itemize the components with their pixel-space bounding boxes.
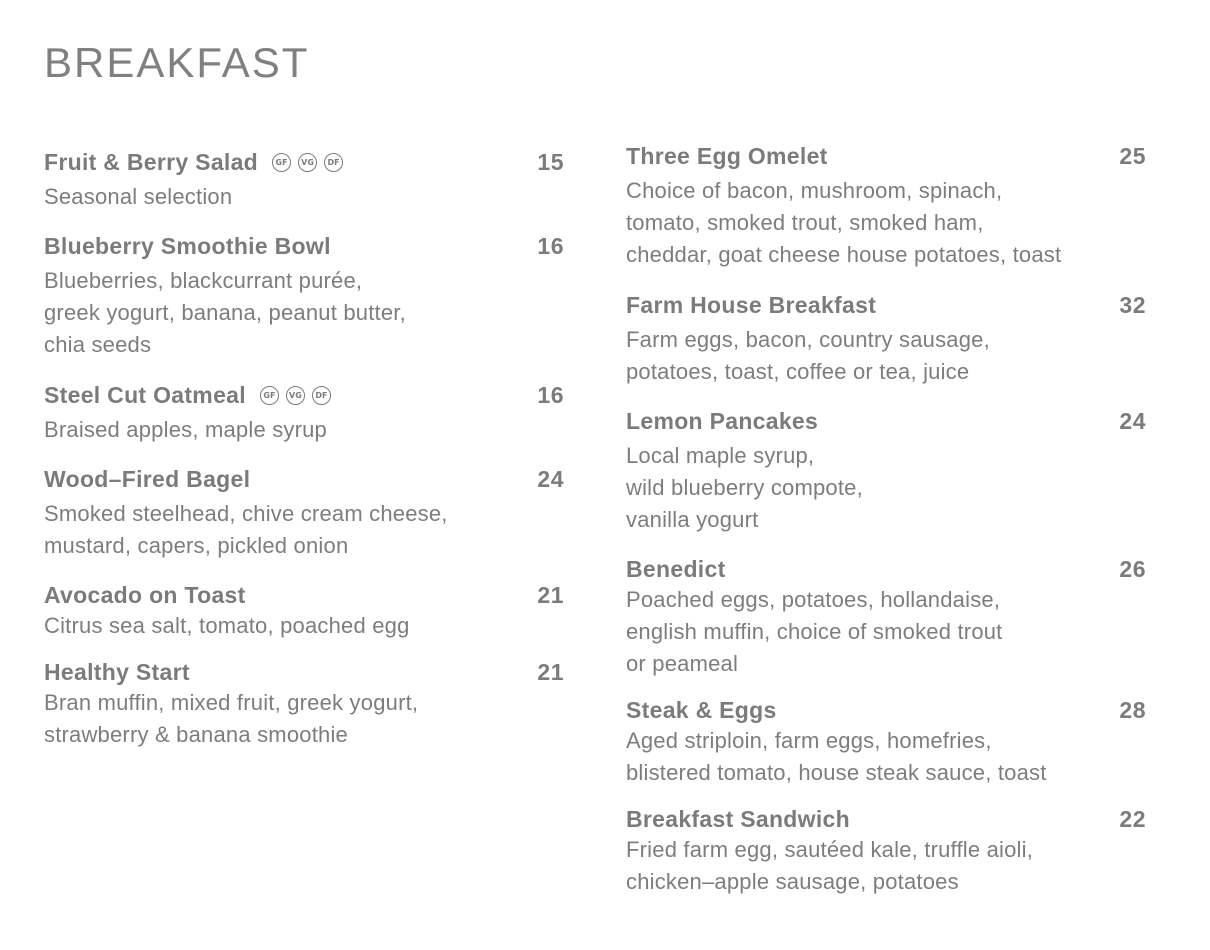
item-price: 22 [1119, 805, 1146, 832]
item-description: Aged striploin, farm eggs, homefries, blistered tomato, house steak sauce, toast [626, 728, 1047, 785]
item-name: Healthy Start [44, 658, 190, 685]
item-price: 26 [1119, 555, 1146, 582]
gluten-free-icon: GF [272, 153, 291, 172]
item-price: 24 [537, 465, 564, 492]
item-name: Lemon Pancakes [626, 407, 819, 434]
dairy-free-icon: DF [324, 153, 343, 172]
item-price: 16 [537, 381, 564, 408]
item-price: 24 [1119, 407, 1146, 434]
item-name: Breakfast Sandwich [626, 805, 850, 832]
menu-item-breakfast-sandwich [626, 804, 1146, 898]
item-price: 21 [537, 658, 564, 685]
vegan-icon: VG [298, 153, 317, 172]
item-price: 21 [537, 581, 564, 608]
item-description: Bran muffin, mixed fruit, greek yogurt, strawberry & banana smoothie [44, 690, 419, 747]
menu-item-lemon-pancakes [626, 406, 1146, 536]
item-price: 28 [1119, 696, 1146, 723]
item-description: Seasonal selection [44, 184, 233, 209]
item-description: Citrus sea salt, tomato, poached egg [44, 613, 410, 638]
item-name: Benedict [626, 555, 726, 582]
menu-item-blueberry-smoothie-bowl [44, 231, 564, 361]
item-name: Fruit & Berry Salad [44, 148, 259, 175]
item-description: Braised apples, maple syrup [44, 417, 327, 442]
item-price: 32 [1119, 291, 1146, 318]
item-description: Smoked steelhead, chive cream cheese, mustard, capers, pickled onion [44, 501, 448, 558]
item-price: 25 [1119, 142, 1146, 169]
menu-item-farm-house-breakfast [626, 290, 1146, 388]
menu-item-steel-cut-oatmeal [44, 380, 564, 446]
dietary-badges [272, 153, 343, 172]
page-title: BREAKFAST [44, 39, 310, 86]
item-description: Poached eggs, potatoes, hollandaise, english muffin, choice of smoked trout or peameal [626, 587, 1003, 676]
vegan-icon: VG [286, 386, 305, 405]
item-name: Blueberry Smoothie Bowl [44, 232, 331, 259]
item-description: Choice of bacon, mushroom, spinach, tomato, smoked trout, smoked ham, cheddar, goat cheese house potatoes, toast [626, 178, 1062, 267]
item-price: 16 [537, 232, 564, 259]
item-description: Local maple syrup, wild blueberry compote, vanilla yogurt [626, 443, 863, 532]
menu-item-benedict [626, 554, 1146, 680]
dairy-free-icon: DF [312, 386, 331, 405]
item-description: Fried farm egg, sautéed kale, truffle aioli, chicken–apple sausage, potatoes [626, 837, 1034, 894]
item-name: Steel Cut Oatmeal [44, 381, 246, 408]
item-name: Wood–Fired Bagel [44, 465, 251, 492]
menu-item-steak-eggs [626, 695, 1146, 789]
item-name: Farm House Breakfast [626, 291, 877, 318]
item-description: Blueberries, blackcurrant purée, greek yogurt, banana, peanut butter, chia seeds [44, 268, 406, 357]
menu-item-wood-fired-bagel [44, 464, 564, 562]
item-name: Steak & Eggs [626, 696, 777, 723]
item-name: Three Egg Omelet [626, 142, 828, 169]
item-description: Farm eggs, bacon, country sausage, potatoes, toast, coffee or tea, juice [626, 327, 990, 384]
menu-item-fruit-berry-salad [44, 147, 564, 213]
item-name: Avocado on Toast [44, 581, 246, 608]
menu-item-healthy-start [44, 657, 564, 751]
item-price: 15 [537, 148, 564, 175]
gluten-free-icon: GF [260, 386, 279, 405]
menu-item-avocado-on-toast [44, 580, 564, 642]
dietary-badges [260, 386, 331, 405]
menu-item-three-egg-omelet [626, 141, 1146, 271]
